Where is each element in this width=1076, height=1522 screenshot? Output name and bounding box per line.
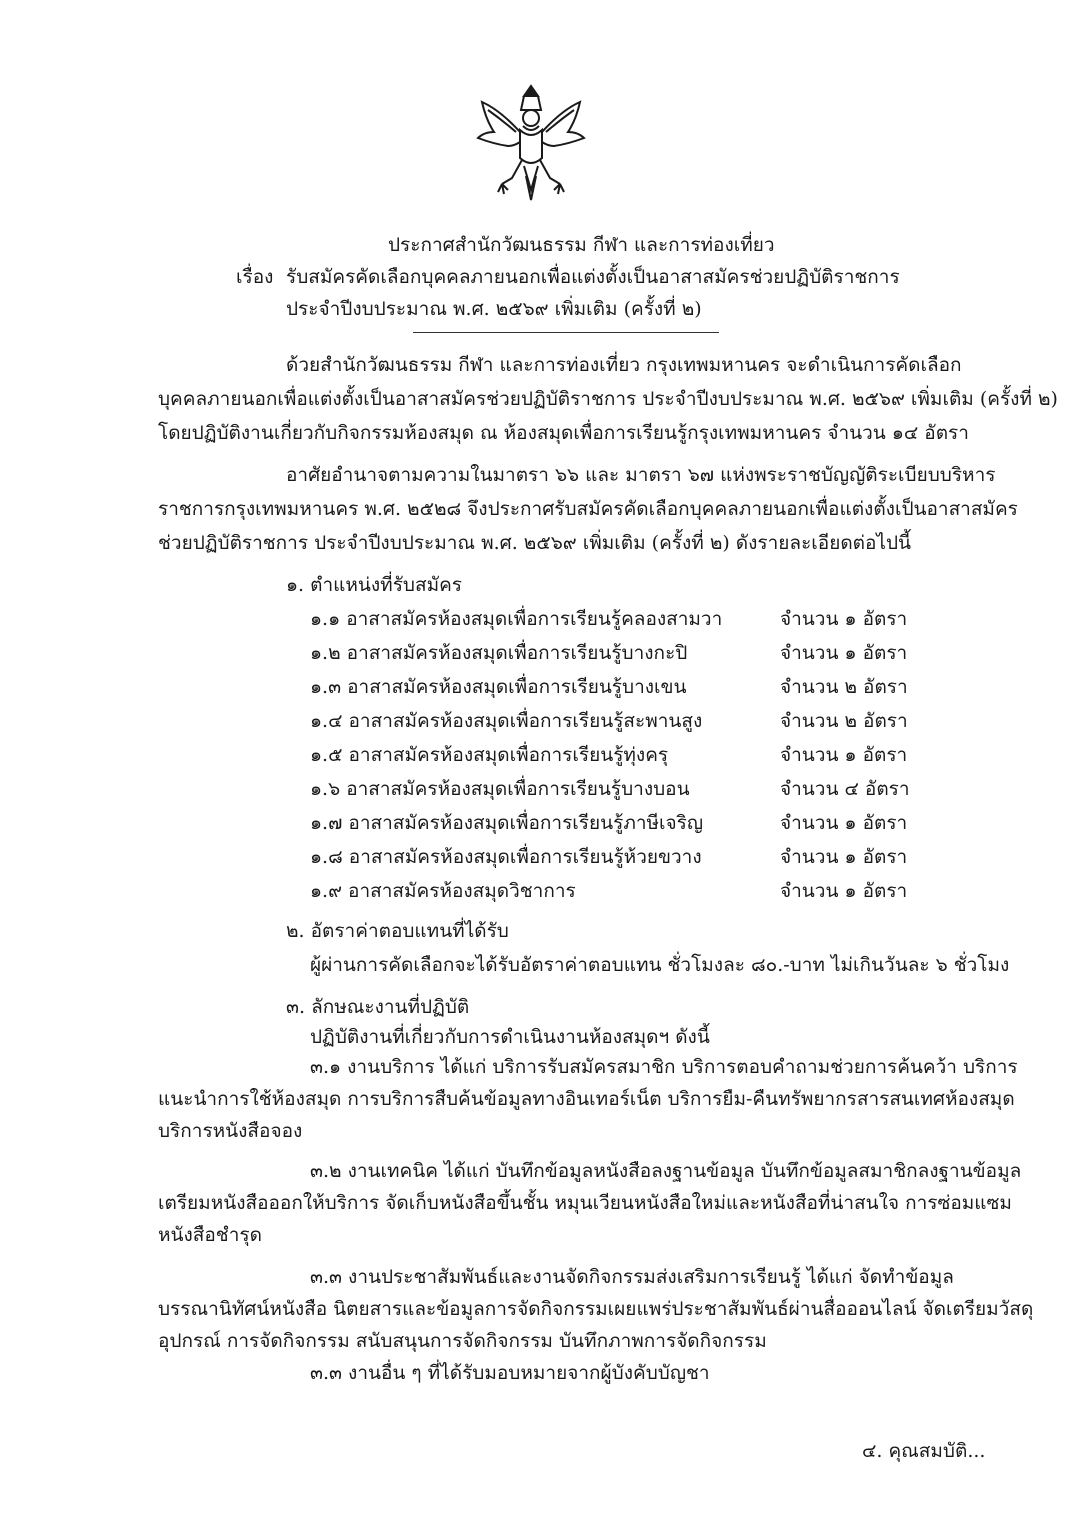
section-3-item-1-line-1: ๓.๑ งานบริการ ได้แก่ บริการรับสมัครสมาชิก บริการตอบคำถามช่วยการค้นคว้า บริการ (310, 1056, 1018, 1078)
intro-p2-line-3: ช่วยปฏิบัติราชการ ประจำปีงบประมาณ พ.ศ. ๒๕๖๙ เพิ่มเติม (ครั้งที่ ๒) ดังรายละเอียดต่อไปนี้ (158, 532, 912, 554)
section-3-item-3-line-3: อุปกรณ์ การจัดกิจกรรม สนับสนุนการจัดกิจกรรม บันทึกภาพการจัดกิจกรรม (158, 1330, 767, 1352)
position-count: จำนวน ๑ อัตรา (780, 812, 908, 834)
position-count: จำนวน ๑ อัตรา (780, 880, 908, 902)
position-name: ๑.๒ อาสาสมัครห้องสมุดเพื่อการเรียนรู้บางกะปิ (310, 642, 688, 664)
subject-label: เรื่อง (236, 266, 274, 288)
position-name: ๑.๑ อาสาสมัครห้องสมุดเพื่อการเรียนรู้คลองสามวา (310, 608, 723, 630)
position-name: ๑.๖ อาสาสมัครห้องสมุดเพื่อการเรียนรู้บางบอน (310, 778, 690, 800)
position-name: ๑.๗ อาสาสมัครห้องสมุดเพื่อการเรียนรู้ภาษีเจริญ (310, 812, 704, 834)
position-name: ๑.๘ อาสาสมัครห้องสมุดเพื่อการเรียนรู้ห้วยขวาง (310, 846, 702, 868)
header-divider (413, 332, 719, 333)
section-3-item-2-line-1: ๓.๒ งานเทคนิค ได้แก่ บันทึกข้อมูลหนังสือลงฐานข้อมูล บันทึกข้อมูลสมาชิกลงฐานข้อมูล (310, 1160, 1022, 1182)
position-count: จำนวน ๑ อัตรา (780, 642, 908, 664)
position-name: ๑.๕ อาสาสมัครห้องสมุดเพื่อการเรียนรู้ทุ่งครุ (310, 744, 669, 766)
position-name: ๑.๙ อาสาสมัครห้องสมุดวิชาการ (310, 880, 576, 902)
position-name: ๑.๔ อาสาสมัครห้องสมุดเพื่อการเรียนรู้สะพานสูง (310, 710, 703, 732)
section-2-heading: ๒. อัตราค่าตอบแทนที่ได้รับ (286, 920, 509, 942)
continued-marker: ๔. คุณสมบัติ... (862, 1440, 986, 1462)
garuda-emblem-icon (472, 80, 590, 206)
section-3-heading: ๓. ลักษณะงานที่ปฏิบัติ (286, 996, 470, 1018)
section-3-item-1-line-2: แนะนำการใช้ห้องสมุด การบริการสืบค้นข้อมูลทางอินเทอร์เน็ต บริการยืม-คืนทรัพยากรสารสนเทศห้องสมุด (158, 1088, 1015, 1110)
intro-p2-line-2: ราชการกรุงเทพมหานคร พ.ศ. ๒๕๒๘ จึงประกาศรับสมัครคัดเลือกบุคคลภายนอกเพื่อแต่งตั้งเป็นอาสาสมัคร (158, 498, 1018, 520)
section-3-intro: ปฏิบัติงานที่เกี่ยวกับการดำเนินงานห้องสมุดฯ ดังนี้ (310, 1026, 710, 1048)
intro-p2-line-1: อาศัยอำนาจตามความในมาตรา ๖๖ และ มาตรา ๖๗ แห่งพระราชบัญญัติระเบียบบริหาร (286, 464, 996, 486)
section-1-heading: ๑. ตำแหน่งที่รับสมัคร (286, 574, 463, 596)
document-title: ประกาศสำนักวัฒนธรรม กีฬา และการท่องเที่ยว (388, 234, 775, 256)
position-count: จำนวน ๑ อัตรา (780, 744, 908, 766)
section-3-item-4-line-1: ๓.๓ งานอื่น ๆ ที่ได้รับมอบหมายจากผู้บังคับบัญชา (310, 1362, 710, 1384)
position-count: จำนวน ๑ อัตรา (780, 846, 908, 868)
position-name: ๑.๓ อาสาสมัครห้องสมุดเพื่อการเรียนรู้บางเขน (310, 676, 687, 698)
section-3-item-3-line-2: บรรณานิทัศน์หนังสือ นิตยสารและข้อมูลการจัดกิจกรรมเผยแพร่ประชาสัมพันธ์ผ่านสื่อออนไลน์ จัดเตรียมวัสดุ (158, 1298, 1034, 1320)
section-3-item-3-line-1: ๓.๓ งานประชาสัมพันธ์และงานจัดกิจกรรมส่งเสริมการเรียนรู้ ได้แก่ จัดทำข้อมูล (310, 1266, 954, 1288)
section-2-text: ผู้ผ่านการคัดเลือกจะได้รับอัตราค่าตอบแทน ชั่วโมงละ ๘๐.-บาท ไม่เกินวันละ ๖ ชั่วโมง (310, 954, 1010, 976)
position-count: จำนวน ๔ อัตรา (780, 778, 910, 800)
intro-p1-line-2: บุคคลภายนอกเพื่อแต่งตั้งเป็นอาสาสมัครช่วยปฏิบัติราชการ ประจำปีงบประมาณ พ.ศ. ๒๕๖๙ เพิ่มเติม (ครั้งที่ ๒) (158, 388, 1058, 410)
intro-p1-line-1: ด้วยสำนักวัฒนธรรม กีฬา และการท่องเที่ยว กรุงเทพมหานคร จะดำเนินการคัดเลือก (286, 354, 962, 376)
subject-line-2: ประจำปีงบประมาณ พ.ศ. ๒๕๖๙ เพิ่มเติม (ครั้งที่ ๒) (286, 298, 702, 320)
section-3-item-2-line-3: หนังสือชำรุด (158, 1224, 262, 1246)
position-count: จำนวน ๒ อัตรา (780, 710, 908, 732)
intro-p1-line-3: โดยปฏิบัติงานเกี่ยวกับกิจกรรมห้องสมุด ณ ห้องสมุดเพื่อการเรียนรู้กรุงเทพมหานคร จำนวน ๑๔ อัตรา (158, 422, 969, 444)
subject-line-1: รับสมัครคัดเลือกบุคคลภายนอกเพื่อแต่งตั้งเป็นอาสาสมัครช่วยปฏิบัติราชการ (286, 266, 900, 288)
position-count: จำนวน ๒ อัตรา (780, 676, 908, 698)
position-count: จำนวน ๑ อัตรา (780, 608, 908, 630)
section-3-item-2-line-2: เตรียมหนังสือออกให้บริการ จัดเก็บหนังสือขึ้นชั้น หมุนเวียนหนังสือใหม่และหนังสือที่น่าสนใจ การซ่อมแซม (158, 1192, 1012, 1214)
section-3-item-1-line-3: บริการหนังสือจอง (158, 1120, 303, 1142)
